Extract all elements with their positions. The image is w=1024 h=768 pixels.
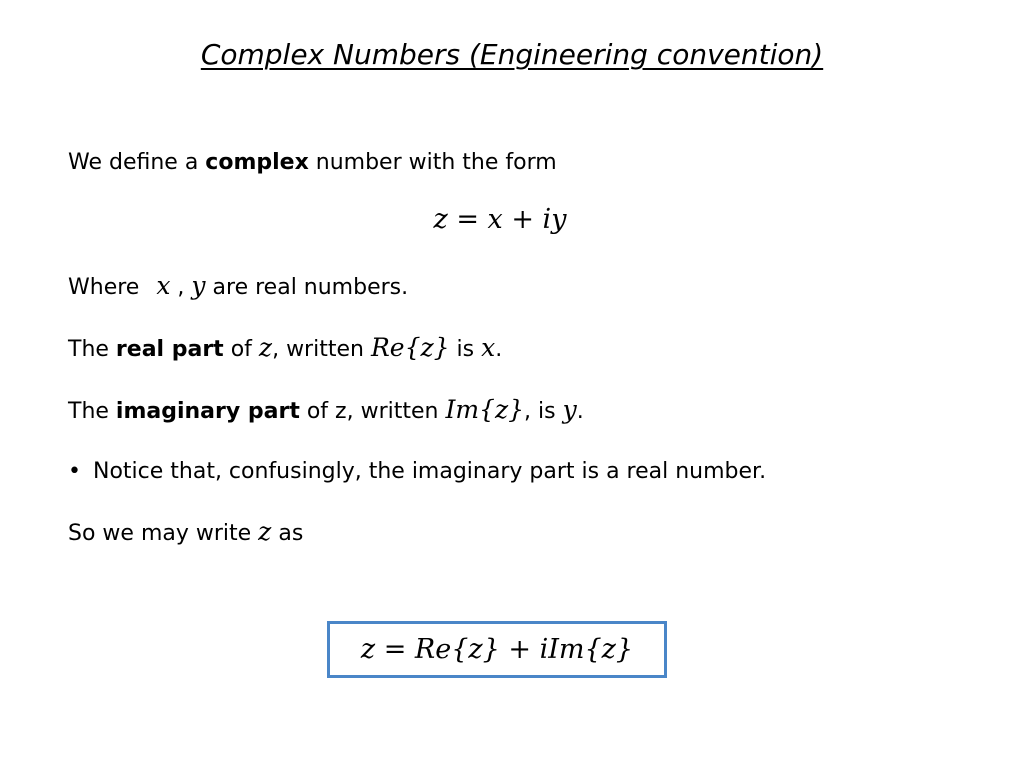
- where-text-pre: Where: [68, 275, 147, 300]
- var-z-write: z: [258, 517, 272, 546]
- where-line: [68, 272, 408, 302]
- slide-title: Complex Numbers (Engineering convention): [200, 38, 824, 71]
- imag-part-line: [68, 396, 584, 426]
- bullet-icon: •: [68, 459, 81, 484]
- boxed-equation: [327, 621, 667, 678]
- write-text-post: as: [271, 521, 304, 546]
- definition-text-post: number with the form: [308, 150, 557, 175]
- definition-bold-term: complex: [205, 150, 309, 175]
- imag-part-text-pre: The: [68, 399, 116, 424]
- var-z: z: [258, 333, 273, 362]
- var-y: y: [191, 271, 206, 300]
- var-x: x: [156, 271, 171, 300]
- definition-text-pre: We define a: [68, 150, 206, 175]
- real-part-written: , written: [272, 337, 371, 362]
- notice-bullet-line: [68, 458, 766, 486]
- boxed-equation-text: z = Re{z} + iIm{z}: [360, 634, 634, 665]
- imag-part-written: of z, written: [299, 399, 446, 424]
- imag-part-bold-term: imaginary part: [115, 399, 300, 424]
- write-text-pre: So we may write: [68, 521, 259, 546]
- imag-part-end: .: [576, 399, 584, 424]
- where-text-post: are real numbers.: [205, 275, 409, 300]
- var-y-result: y: [562, 395, 577, 424]
- var-x-result: x: [481, 333, 496, 362]
- equation-form: z = x + iy: [433, 204, 567, 235]
- real-part-is: is: [449, 337, 482, 362]
- real-part-line: [68, 334, 502, 364]
- imag-part-is: , is: [524, 399, 563, 424]
- real-part-expr: Re{z}: [370, 333, 450, 362]
- where-comma: ,: [170, 275, 192, 300]
- real-part-text-pre: The: [68, 337, 116, 362]
- real-part-of: of: [223, 337, 259, 362]
- real-part-bold-term: real part: [115, 337, 224, 362]
- imag-part-expr: Im{z}: [445, 395, 525, 424]
- real-part-end: .: [495, 337, 503, 362]
- definition-line: [68, 149, 557, 177]
- notice-text: Notice that, confusingly, the imaginary part is a real number.: [92, 459, 767, 484]
- write-line: [68, 518, 303, 548]
